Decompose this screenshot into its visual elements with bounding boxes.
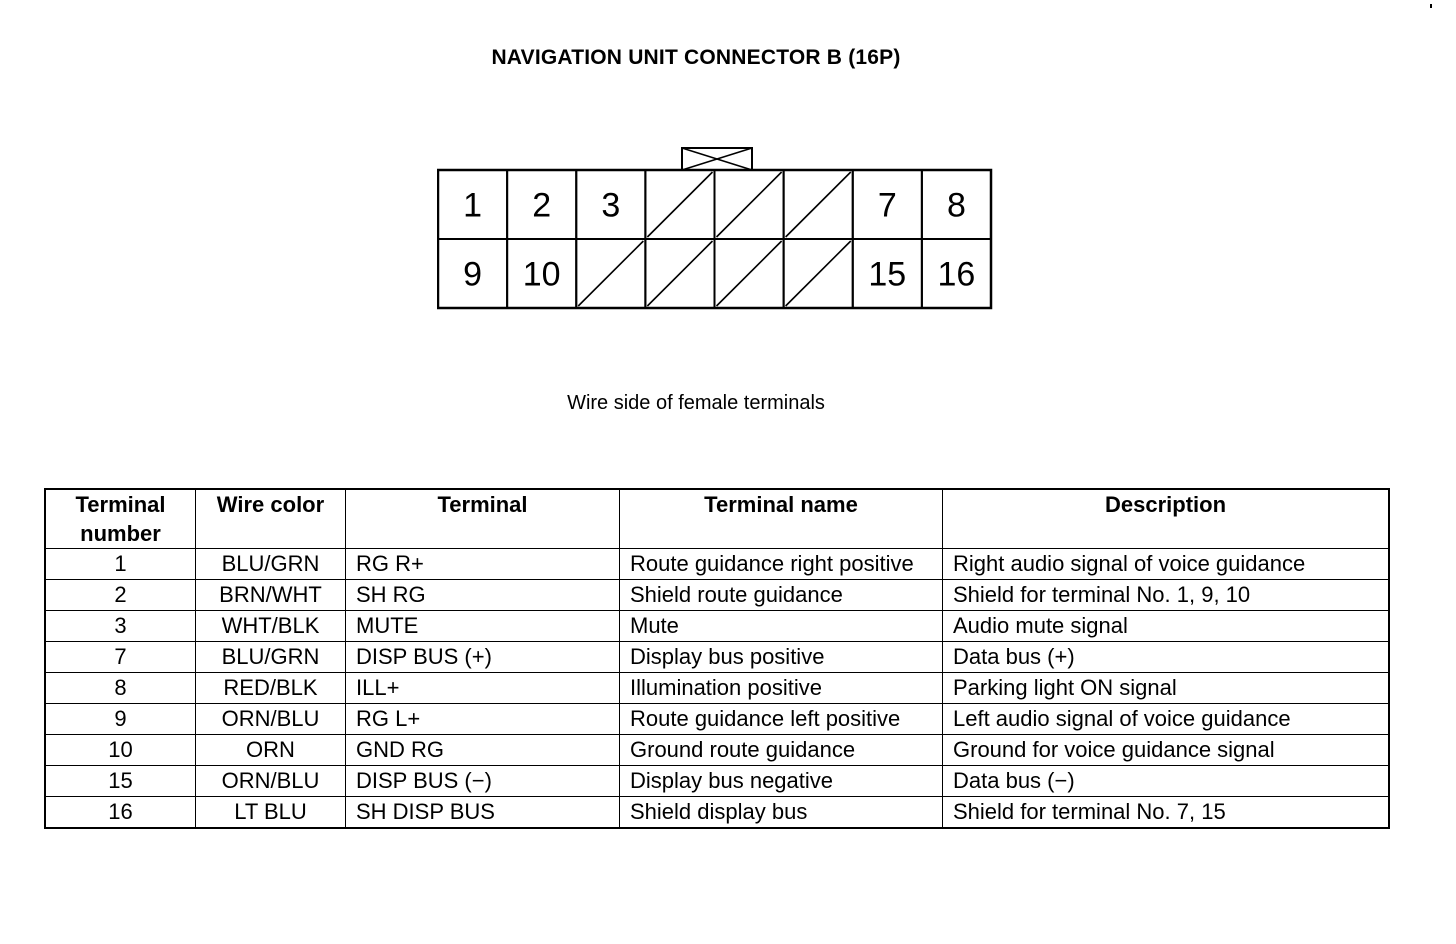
cell-terminal-number: 8	[45, 673, 196, 704]
cell-terminal-name: Shield display bus	[620, 797, 943, 829]
cell-terminal: SH DISP BUS	[346, 797, 620, 829]
cell-description: Audio mute signal	[943, 611, 1390, 642]
cell-description: Right audio signal of voice guidance	[943, 549, 1390, 580]
cell-wire-color: LT BLU	[196, 797, 346, 829]
table-row	[45, 549, 1389, 580]
cell-terminal-name: Display bus negative	[620, 766, 943, 797]
cell-description: Shield for terminal No. 7, 15	[943, 797, 1390, 829]
cell-terminal: ILL+	[346, 673, 620, 704]
cell-terminal: RG L+	[346, 704, 620, 735]
cell-terminal-name: Mute	[620, 611, 943, 642]
header-terminal-number: Terminal number	[45, 489, 196, 549]
table-row	[45, 735, 1389, 766]
cell-terminal-number: 9	[45, 704, 196, 735]
cell-terminal-number: 2	[45, 580, 196, 611]
cell-wire-color: ORN/BLU	[196, 704, 346, 735]
terminal-label-1: 1	[463, 186, 483, 225]
header-description: Description	[943, 489, 1390, 549]
cell-terminal-name: Shield route guidance	[620, 580, 943, 611]
cell-wire-color: ORN	[196, 735, 346, 766]
cell-wire-color: BRN/WHT	[196, 580, 346, 611]
cell-terminal-name: Route guidance right positive	[620, 549, 943, 580]
cell-description: Shield for terminal No. 1, 9, 10	[943, 580, 1390, 611]
header-terminal: Terminal	[346, 489, 620, 549]
terminal-label-10: 10	[522, 255, 561, 294]
header-wire-color: Wire color	[196, 489, 346, 549]
cell-description: Parking light ON signal	[943, 673, 1390, 704]
cell-terminal-number: 16	[45, 797, 196, 829]
terminal-label-2: 2	[532, 186, 552, 225]
cell-terminal-number: 15	[45, 766, 196, 797]
cell-wire-color: BLU/GRN	[196, 642, 346, 673]
table-header-row	[45, 489, 1389, 549]
table-row	[45, 704, 1389, 735]
cell-terminal-number: 10	[45, 735, 196, 766]
cell-terminal-name: Display bus positive	[620, 642, 943, 673]
cell-wire-color: ORN/BLU	[196, 766, 346, 797]
corner-mark	[1430, 4, 1432, 8]
cell-terminal-number: 1	[45, 549, 196, 580]
cell-wire-color: WHT/BLK	[196, 611, 346, 642]
terminal-label-7: 7	[877, 186, 897, 225]
cell-description: Ground for voice guidance signal	[943, 735, 1390, 766]
cell-terminal: SH RG	[346, 580, 620, 611]
terminal-label-3: 3	[601, 186, 621, 225]
cell-wire-color: RED/BLK	[196, 673, 346, 704]
header-terminal-name: Terminal name	[620, 489, 943, 549]
table-row	[45, 580, 1389, 611]
cell-description: Left audio signal of voice guidance	[943, 704, 1390, 735]
terminal-label-16: 16	[937, 255, 976, 294]
terminal-label-15: 15	[868, 255, 907, 294]
cell-terminal: DISP BUS (−)	[346, 766, 620, 797]
table-row	[45, 642, 1389, 673]
diagram-title: NAVIGATION UNIT CONNECTOR B (16P)	[491, 46, 901, 69]
cell-terminal-number: 3	[45, 611, 196, 642]
cell-terminal: DISP BUS (+)	[346, 642, 620, 673]
cell-description: Data bus (+)	[943, 642, 1390, 673]
cell-terminal: RG R+	[346, 549, 620, 580]
cell-terminal: GND RG	[346, 735, 620, 766]
table-row	[45, 797, 1389, 829]
terminal-table	[44, 488, 1390, 829]
cell-wire-color: BLU/GRN	[196, 549, 346, 580]
cell-terminal-number: 7	[45, 642, 196, 673]
terminal-label-8: 8	[946, 186, 966, 225]
connector-lock-tab	[682, 148, 752, 170]
cell-description: Data bus (−)	[943, 766, 1390, 797]
connector-diagram	[437, 146, 997, 312]
table-row	[45, 673, 1389, 704]
table-row	[45, 611, 1389, 642]
cell-terminal-name: Ground route guidance	[620, 735, 943, 766]
terminal-label-9: 9	[463, 255, 483, 294]
cell-terminal-name: Route guidance left positive	[620, 704, 943, 735]
diagram-caption: Wire side of female terminals	[567, 392, 825, 414]
cell-terminal: MUTE	[346, 611, 620, 642]
cell-terminal-name: Illumination positive	[620, 673, 943, 704]
table-row	[45, 766, 1389, 797]
